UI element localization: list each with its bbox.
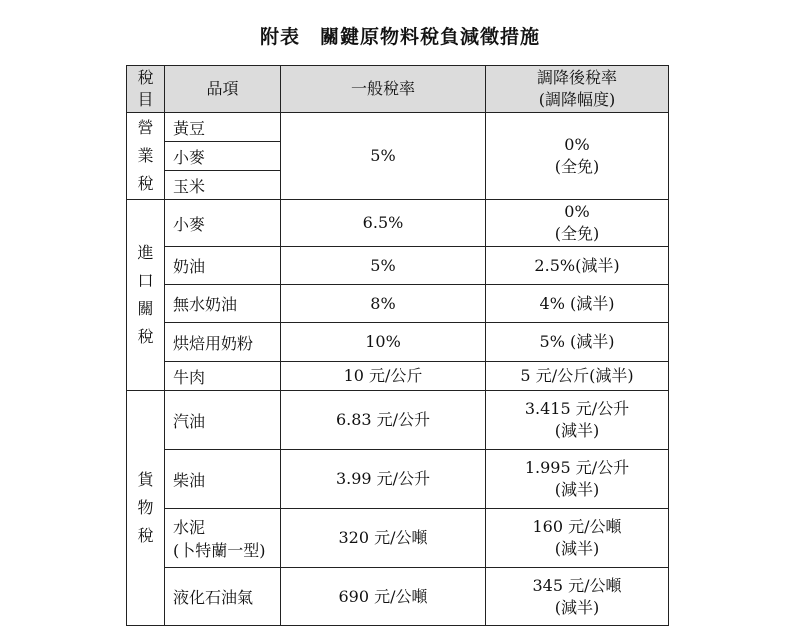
item-cell: 水泥 (卜特蘭一型) xyxy=(165,509,281,568)
reduced-rate-cell: 160 元/公噸 (減半) xyxy=(486,509,669,568)
item-cell: 玉米 xyxy=(165,171,281,200)
reduced-rate-cell: 4% (減半) xyxy=(486,285,669,323)
header-row xyxy=(127,66,669,113)
item-cell: 烘焙用奶粉 xyxy=(165,323,281,362)
general-rate-cell: 5% xyxy=(281,247,486,285)
header-item: 品項 xyxy=(165,66,281,113)
item-cell: 液化石油氣 xyxy=(165,568,281,626)
item-cell: 汽油 xyxy=(165,391,281,450)
general-rate-cell: 6.5% xyxy=(281,200,486,247)
item-cell: 奶油 xyxy=(165,247,281,285)
item-cell: 黃豆 xyxy=(165,113,281,142)
reduced-rate-cell: 5 元/公斤(減半) xyxy=(486,362,669,391)
table-row xyxy=(127,362,669,391)
reduced-rate-cell: 2.5%(減半) xyxy=(486,247,669,285)
item-cell: 小麥 xyxy=(165,142,281,171)
table-row xyxy=(127,247,669,285)
header-reduced-rate: 調降後稅率 (調降幅度) xyxy=(486,66,669,113)
table-row xyxy=(127,113,669,142)
table-row xyxy=(127,568,669,626)
item-cell: 牛肉 xyxy=(165,362,281,391)
item-cell: 無水奶油 xyxy=(165,285,281,323)
table-row xyxy=(127,391,669,450)
item-cell: 小麥 xyxy=(165,200,281,247)
table-row xyxy=(127,450,669,509)
category-business-tax: 營 業 稅 xyxy=(127,113,165,200)
general-rate-cell: 5% xyxy=(281,113,486,200)
table-row xyxy=(127,509,669,568)
header-category: 稅 目 xyxy=(127,66,165,113)
page-title: 附表 關鍵原物料稅負減徵措施 xyxy=(259,26,540,48)
reduced-rate-cell: 5% (減半) xyxy=(486,323,669,362)
general-rate-cell: 8% xyxy=(281,285,486,323)
general-rate-cell: 10 元/公斤 xyxy=(281,362,486,391)
general-rate-cell: 3.99 元/公升 xyxy=(281,450,486,509)
tax-reduction-table xyxy=(126,65,669,626)
general-rate-cell: 6.83 元/公升 xyxy=(281,391,486,450)
header-general-rate: 一般稅率 xyxy=(281,66,486,113)
reduced-rate-cell: 3.415 元/公升 (減半) xyxy=(486,391,669,450)
table-row xyxy=(127,323,669,362)
item-cell: 柴油 xyxy=(165,450,281,509)
category-import-duty: 進 口 關 稅 xyxy=(127,200,165,391)
reduced-rate-cell: 0% (全免) xyxy=(486,200,669,247)
table-row xyxy=(127,285,669,323)
table-body xyxy=(127,66,669,626)
general-rate-cell: 10% xyxy=(281,323,486,362)
category-commodity-tax: 貨 物 稅 xyxy=(127,391,165,626)
reduced-rate-cell: 1.995 元/公升 (減半) xyxy=(486,450,669,509)
general-rate-cell: 320 元/公噸 xyxy=(281,509,486,568)
general-rate-cell: 690 元/公噸 xyxy=(281,568,486,626)
reduced-rate-cell: 0% (全免) xyxy=(486,113,669,200)
reduced-rate-cell: 345 元/公噸 (減半) xyxy=(486,568,669,626)
table-row xyxy=(127,200,669,247)
